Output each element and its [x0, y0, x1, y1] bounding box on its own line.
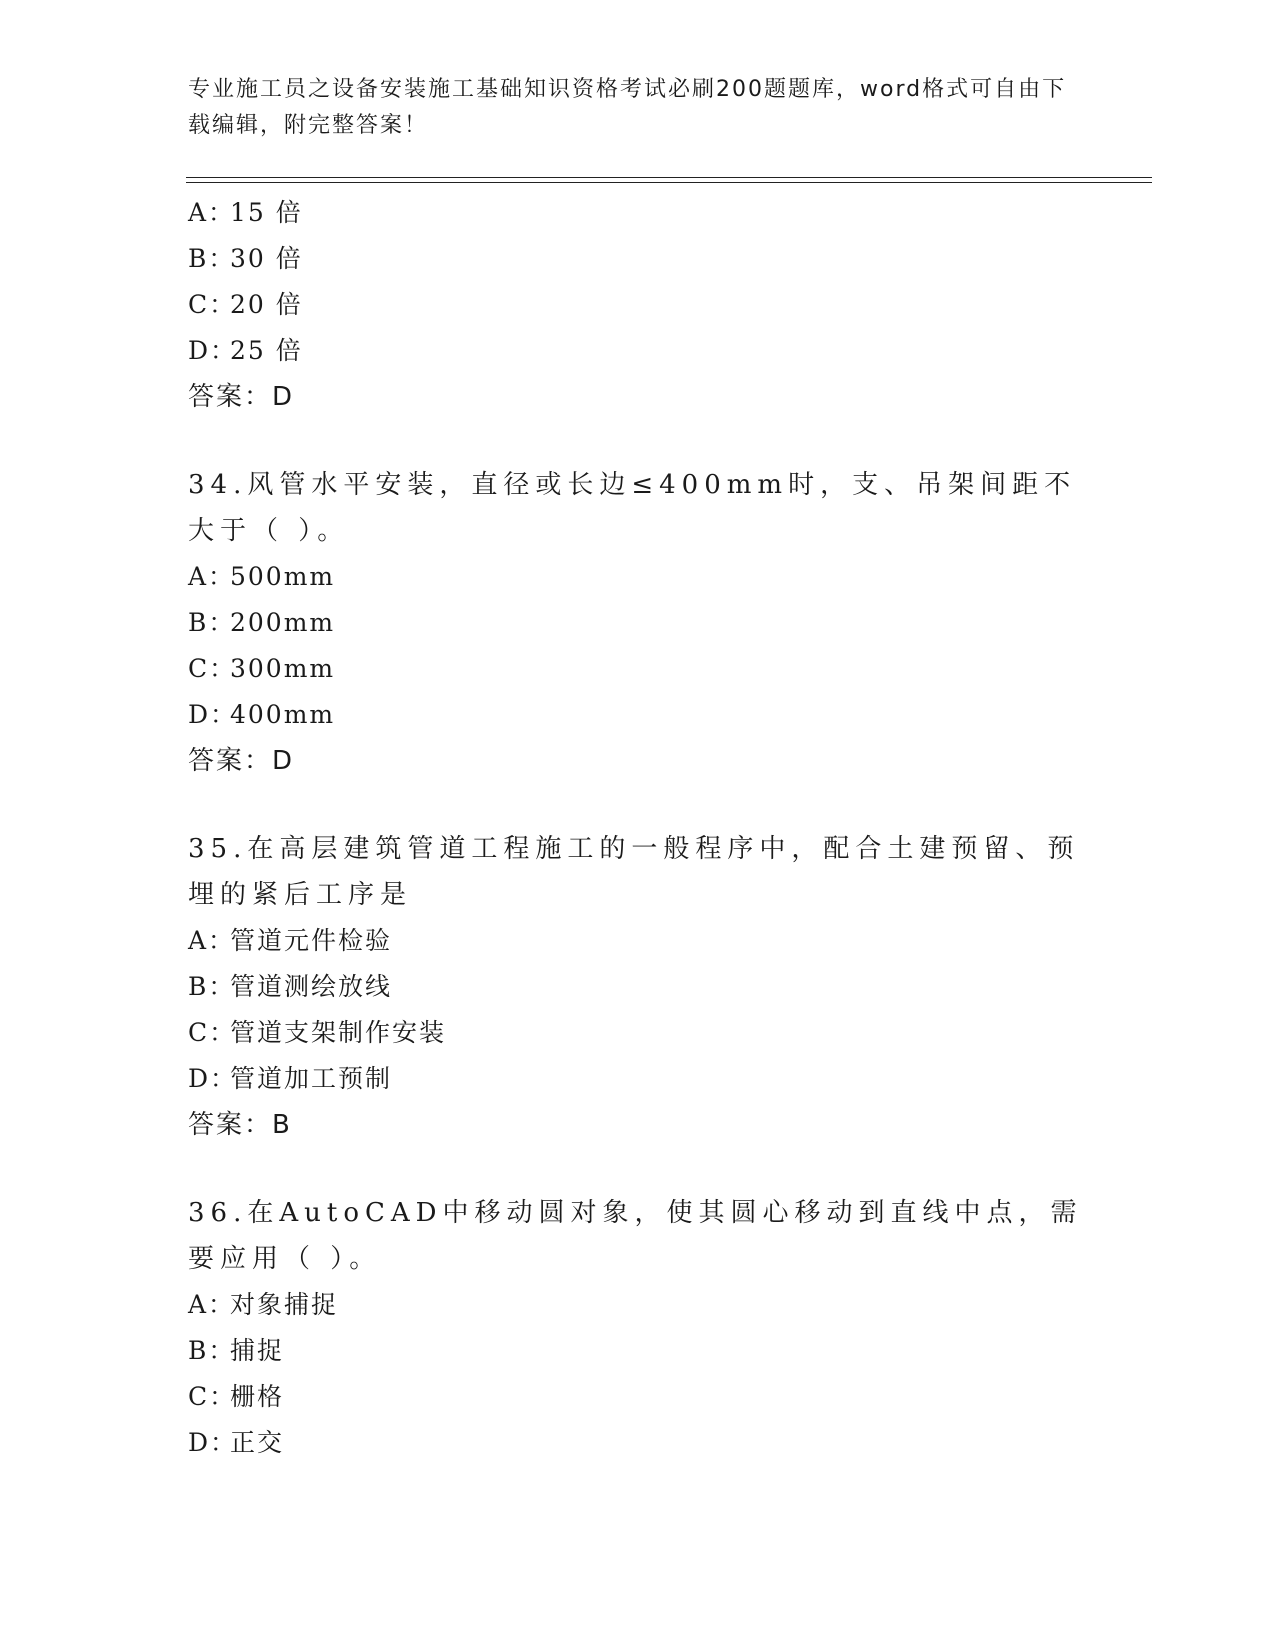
- option-a: A：对象捕捉: [188, 1290, 339, 1319]
- header-divider-bottom: [186, 182, 1152, 183]
- question-35-text: 35.在高层建筑管道工程施工的一般程序中，配合土建预留、预埋的紧后工序是: [188, 834, 1080, 910]
- header-divider-top: [186, 177, 1152, 178]
- option-b: B：200mm: [188, 608, 336, 637]
- answer-34: 答案：D: [188, 746, 295, 776]
- question-35: [188, 826, 1088, 1148]
- option-a: A：500mm: [188, 562, 336, 591]
- question-34-text: 34.风管水平安装，直径或长边≤400mm时，支、吊架间距不大于（ ）。: [188, 470, 1077, 546]
- option-a: A：管道元件检验: [188, 926, 393, 955]
- answer-35: 答案：B: [188, 1110, 292, 1140]
- option-d: D：25 倍: [188, 336, 303, 365]
- option-a: A：15 倍: [188, 198, 303, 227]
- question-36-text: 36.在AutoCAD中移动圆对象，使其圆心移动到直线中点，需要应用（ ）。: [188, 1198, 1083, 1274]
- option-d: D：管道加工预制: [188, 1064, 393, 1093]
- option-b: B：捕捉: [188, 1336, 285, 1365]
- answer-33: 答案：D: [188, 382, 295, 412]
- question-content: [188, 190, 1088, 1466]
- page-header: 专业施工员之设备安装施工基础知识资格考试必刷200题题库，word格式可自由下载编辑，附完整答案！: [188, 77, 1067, 138]
- option-c: C：20 倍: [188, 290, 303, 319]
- option-b: B：30 倍: [188, 244, 303, 273]
- option-c: C：管道支架制作安装: [188, 1018, 447, 1047]
- option-c: C：栅格: [188, 1382, 285, 1411]
- question-36: [188, 1190, 1088, 1466]
- option-d: D：400mm: [188, 700, 336, 729]
- option-c: C：300mm: [188, 654, 336, 683]
- question-33-options: [188, 190, 1088, 420]
- question-34: [188, 462, 1088, 784]
- option-d: D：正交: [188, 1428, 285, 1457]
- option-b: B：管道测绘放线: [188, 972, 393, 1001]
